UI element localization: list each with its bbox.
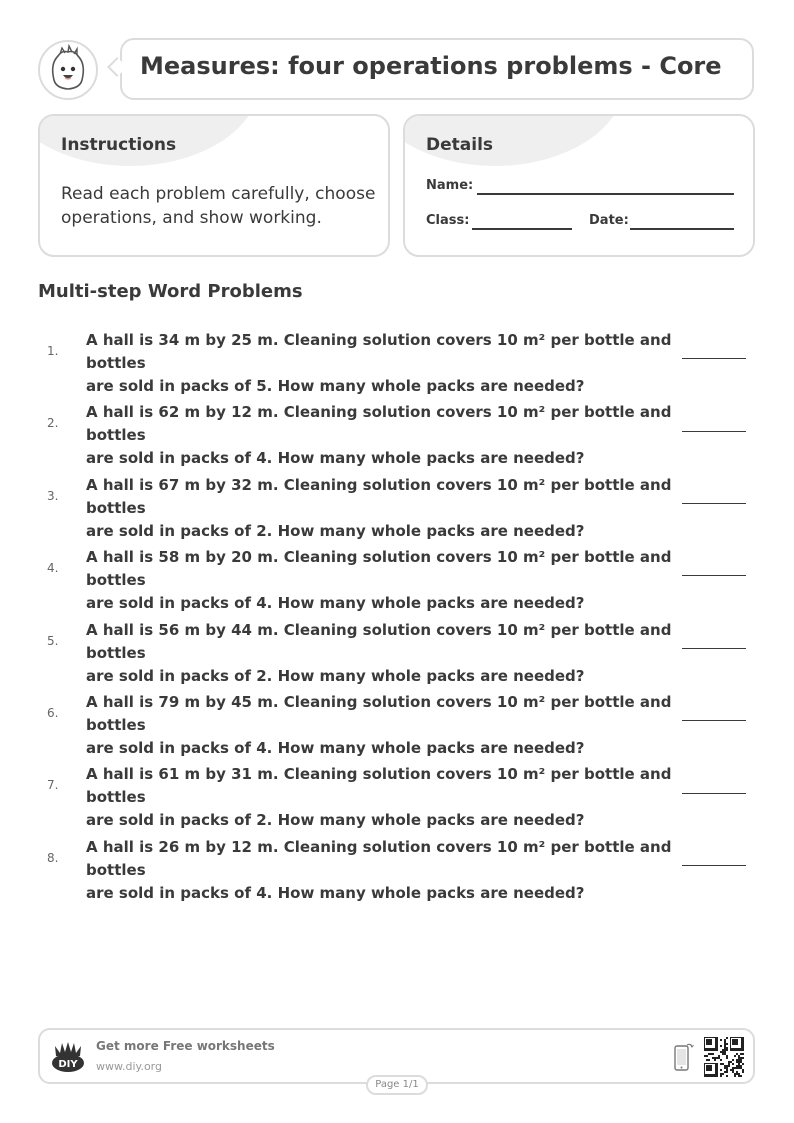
question-line: are sold in packs of 4. How many whole packs are needed? <box>86 594 585 612</box>
date-label: Date: <box>589 213 629 228</box>
question-text <box>86 691 676 760</box>
question-text <box>86 546 676 615</box>
answer-line[interactable] <box>682 720 746 721</box>
question-line: are sold in packs of 5. How many whole packs are needed? <box>86 377 585 395</box>
question-number: 7. <box>47 778 59 792</box>
class-field[interactable] <box>472 228 572 230</box>
answer-line[interactable] <box>682 575 746 576</box>
question-line: A hall is 56 m by 44 m. Cleaning solution covers 10 m² per bottle and bottles <box>86 621 672 662</box>
section-title: Multi-step Word Problems <box>38 281 303 302</box>
name-field[interactable] <box>477 193 734 195</box>
question-number: 4. <box>47 561 59 575</box>
question-line: are sold in packs of 2. How many whole packs are needed? <box>86 522 585 540</box>
question-line: A hall is 67 m by 32 m. Cleaning solution covers 10 m² per bottle and bottles <box>86 476 672 517</box>
question-line: A hall is 62 m by 12 m. Cleaning solution covers 10 m² per bottle and bottles <box>86 403 672 444</box>
question-line: are sold in packs of 4. How many whole packs are needed? <box>86 884 585 902</box>
answer-line[interactable] <box>682 431 746 432</box>
question-text <box>86 329 676 398</box>
answer-line[interactable] <box>682 648 746 649</box>
question-text <box>86 474 676 543</box>
details-heading: Details <box>426 135 494 155</box>
instructions-heading: Instructions <box>61 135 177 155</box>
question-text <box>86 763 676 832</box>
details-card <box>403 114 755 257</box>
question-number: 2. <box>47 416 59 430</box>
question-text <box>86 619 676 688</box>
question-number: 6. <box>47 706 59 720</box>
class-label: Class: <box>426 213 470 228</box>
question-line: A hall is 58 m by 20 m. Cleaning solution covers 10 m² per bottle and bottles <box>86 548 672 589</box>
question-number: 8. <box>47 851 59 865</box>
footer-url-link[interactable]: www.diy.org <box>96 1060 162 1073</box>
question-line: are sold in packs of 2. How many whole packs are needed? <box>86 811 585 829</box>
qr-code-icon[interactable] <box>704 1037 744 1077</box>
question-line: A hall is 61 m by 31 m. Cleaning solution covers 10 m² per bottle and bottles <box>86 765 672 806</box>
question-number: 5. <box>47 634 59 648</box>
diy-logo-icon[interactable] <box>50 1040 86 1074</box>
question-text <box>86 401 676 470</box>
question-line: are sold in packs of 4. How many whole packs are needed? <box>86 449 585 467</box>
question-line: are sold in packs of 4. How many whole packs are needed? <box>86 739 585 757</box>
question-line: A hall is 26 m by 12 m. Cleaning solution covers 10 m² per bottle and bottles <box>86 838 672 879</box>
answer-line[interactable] <box>682 865 746 866</box>
footer-promo-text: Get more Free worksheets <box>96 1039 275 1053</box>
mascot-avatar <box>38 40 98 100</box>
question-line: A hall is 79 m by 45 m. Cleaning solution covers 10 m² per bottle and bottles <box>86 693 672 734</box>
question-text <box>86 836 676 905</box>
name-label: Name: <box>426 178 474 193</box>
question-number: 3. <box>47 489 59 503</box>
question-line: A hall is 34 m by 25 m. Cleaning solution covers 10 m² per bottle and bottles <box>86 331 672 372</box>
answer-line[interactable] <box>682 358 746 359</box>
phone-icon <box>672 1040 694 1074</box>
page-title: Measures: four operations problems - Core <box>140 52 722 80</box>
mascot-icon <box>40 42 96 98</box>
answer-line[interactable] <box>682 793 746 794</box>
instructions-text: Read each problem carefully, choose operations, and show working. <box>61 184 376 228</box>
diy-logo-graphic <box>50 1040 86 1074</box>
date-field[interactable] <box>630 228 734 230</box>
diy-logo-text: DIY <box>58 1059 78 1070</box>
page-number: Page 1/1 <box>366 1075 428 1095</box>
instructions-card <box>38 114 390 257</box>
answer-line[interactable] <box>682 503 746 504</box>
question-number: 1. <box>47 344 59 358</box>
question-line: are sold in packs of 2. How many whole packs are needed? <box>86 667 585 685</box>
